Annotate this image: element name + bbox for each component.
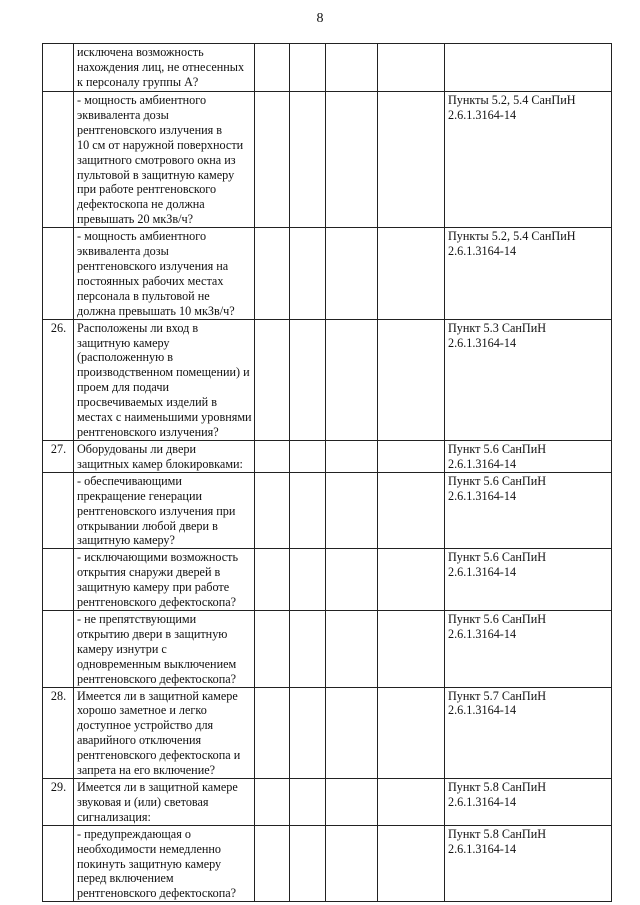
- row-number: [43, 472, 74, 549]
- row-number: [43, 549, 74, 611]
- question-cell: [74, 549, 255, 611]
- note-cell[interactable]: [378, 319, 445, 440]
- reference-text: Пункт 5.8 СанПиН 2.6.1.3164-14: [448, 826, 547, 856]
- question-text: - мощность амбиентного эквивалента дозы рентгеновского излучения на постоянных рабочих местах персонала в пультовой не должна превышать 10 мкЗв/ч?: [77, 229, 235, 318]
- reference-text: Пункт 5.8 СанПиН 2.6.1.3164-14: [448, 779, 547, 809]
- answer-na-cell[interactable]: [326, 319, 378, 440]
- reference-cell: [445, 687, 612, 778]
- reference-cell: [445, 611, 612, 688]
- reference-text: Пункты 5.2, 5.4 СанПиН 2.6.1.3164-14: [448, 93, 576, 122]
- answer-no-cell[interactable]: [290, 319, 326, 440]
- reference-cell: [445, 472, 612, 549]
- row-number: [43, 825, 74, 902]
- reference-text: Пункты 5.2, 5.4 СанПиН 2.6.1.3164-14: [448, 229, 576, 259]
- reference-cell: [445, 440, 612, 472]
- reference-text: Пункт 5.3 СанПиН 2.6.1.3164-14: [448, 320, 547, 350]
- answer-na-cell[interactable]: [326, 44, 378, 92]
- reference-text: Пункт 5.6 СанПиН 2.6.1.3164-14: [448, 473, 547, 503]
- answer-na-cell[interactable]: [326, 611, 378, 688]
- answer-yes-cell[interactable]: [255, 611, 290, 688]
- question-cell: [74, 472, 255, 549]
- question-text: - обеспечивающими прекращение генерации рентгеновского излучения при открывании любой двери в защитную камеру?: [77, 473, 236, 548]
- table-row: [43, 440, 612, 472]
- note-cell[interactable]: [378, 549, 445, 611]
- question-cell: [74, 44, 255, 92]
- table-row: [43, 472, 612, 549]
- row-number: [43, 228, 74, 319]
- reference-cell: [445, 319, 612, 440]
- note-cell[interactable]: [378, 778, 445, 825]
- reference-cell: [445, 778, 612, 825]
- note-cell[interactable]: [378, 228, 445, 319]
- question-text: - не препятствующими открытию двери в защитную камеру изнутри с одновременным выключением рентгеновского дефектоскопа?: [77, 612, 237, 686]
- question-text: - мощность амбиентного эквивалента дозы рентгеновского излучения в 10 см от наружной поверхности защитного смотрового окна из пультовой в защитную камеру при работе рентгеновского дефектоскопа не должна превышать 20 мкЗв/ч?: [77, 93, 244, 227]
- question-cell: [74, 92, 255, 228]
- reference-cell: [445, 92, 612, 228]
- row-number: 26.: [43, 319, 74, 440]
- answer-yes-cell[interactable]: [255, 778, 290, 825]
- answer-no-cell[interactable]: [290, 472, 326, 549]
- question-text: исключена возможность нахождения лиц, не отнесенных к персоналу группы А?: [77, 45, 245, 89]
- reference-text: Пункт 5.6 СанПиН 2.6.1.3164-14: [448, 612, 547, 641]
- note-cell[interactable]: [378, 687, 445, 778]
- question-cell: [74, 825, 255, 902]
- answer-no-cell[interactable]: [290, 44, 326, 92]
- answer-yes-cell[interactable]: [255, 44, 290, 92]
- reference-text: Пункт 5.7 СанПиН 2.6.1.3164-14: [448, 688, 547, 718]
- answer-na-cell[interactable]: [326, 472, 378, 549]
- question-text: Расположены ли вход в защитную камеру (расположенную в производственном помещении) и проем для подачи просвечиваемых изделий в местах с наименьшими уровнями рентгеновского излучения?: [77, 320, 252, 439]
- table-row: [43, 611, 612, 688]
- answer-yes-cell[interactable]: [255, 440, 290, 472]
- note-cell[interactable]: [378, 44, 445, 92]
- answer-yes-cell[interactable]: [255, 319, 290, 440]
- answer-no-cell[interactable]: [290, 825, 326, 902]
- question-cell: [74, 687, 255, 778]
- row-number: [43, 92, 74, 228]
- question-text: Имеется ли в защитной камере хорошо заметное и легко доступное устройство для аварийного отключения рентгеновского дефектоскопа и запрета на его включение?: [77, 688, 241, 778]
- note-cell[interactable]: [378, 825, 445, 902]
- note-cell[interactable]: [378, 611, 445, 688]
- answer-yes-cell[interactable]: [255, 825, 290, 902]
- answer-no-cell[interactable]: [290, 92, 326, 228]
- answer-yes-cell[interactable]: [255, 228, 290, 319]
- row-number: 28.: [43, 687, 74, 778]
- answer-no-cell[interactable]: [290, 687, 326, 778]
- reference-text: Пункт 5.6 СанПиН 2.6.1.3164-14: [448, 441, 547, 471]
- answer-yes-cell[interactable]: [255, 92, 290, 228]
- answer-na-cell[interactable]: [326, 228, 378, 319]
- table-row: [43, 319, 612, 440]
- answer-na-cell[interactable]: [326, 687, 378, 778]
- question-text: - предупреждающая о необходимости немедленно покинуть защитную камеру перед включением рентгеновского дефектоскопа?: [77, 826, 237, 901]
- row-number: [43, 44, 74, 92]
- question-cell: [74, 778, 255, 825]
- answer-na-cell[interactable]: [326, 825, 378, 902]
- table-row: [43, 687, 612, 778]
- note-cell[interactable]: [378, 92, 445, 228]
- reference-cell: [445, 44, 612, 92]
- answer-na-cell[interactable]: [326, 549, 378, 611]
- reference-cell: [445, 549, 612, 611]
- answer-na-cell[interactable]: [326, 92, 378, 228]
- answer-yes-cell[interactable]: [255, 549, 290, 611]
- answer-yes-cell[interactable]: [255, 687, 290, 778]
- reference-cell: [445, 825, 612, 902]
- answer-no-cell[interactable]: [290, 611, 326, 688]
- answer-yes-cell[interactable]: [255, 472, 290, 549]
- question-text: Оборудованы ли двери защитных камер блокировками:: [77, 441, 243, 471]
- checklist-table: [42, 43, 612, 902]
- row-number: [43, 611, 74, 688]
- page-number: 8: [316, 11, 324, 26]
- question-text: Имеется ли в защитной камере звуковая и (или) световая сигнализация:: [77, 779, 238, 824]
- row-number: 27.: [43, 440, 74, 472]
- note-cell[interactable]: [378, 440, 445, 472]
- question-cell: [74, 228, 255, 319]
- answer-na-cell[interactable]: [326, 778, 378, 825]
- table-row: [43, 778, 612, 825]
- table-row: [43, 92, 612, 228]
- question-cell: [74, 611, 255, 688]
- question-text: - исключающими возможность открытия снаружи дверей в защитную камеру при работе рентгеновского дефектоскопа?: [77, 550, 239, 610]
- table-row: [43, 44, 612, 92]
- table-row: [43, 228, 612, 319]
- question-cell: [74, 319, 255, 440]
- table-row: [43, 549, 612, 611]
- reference-cell: [445, 228, 612, 319]
- note-cell[interactable]: [378, 472, 445, 549]
- answer-na-cell[interactable]: [326, 440, 378, 472]
- row-number: 29.: [43, 778, 74, 825]
- question-cell: [74, 440, 255, 472]
- answer-no-cell[interactable]: [290, 228, 326, 319]
- reference-text: Пункт 5.6 СанПиН 2.6.1.3164-14: [448, 550, 547, 580]
- table-row: [43, 825, 612, 902]
- answer-no-cell[interactable]: [290, 549, 326, 611]
- answer-no-cell[interactable]: [290, 778, 326, 825]
- answer-no-cell[interactable]: [290, 440, 326, 472]
